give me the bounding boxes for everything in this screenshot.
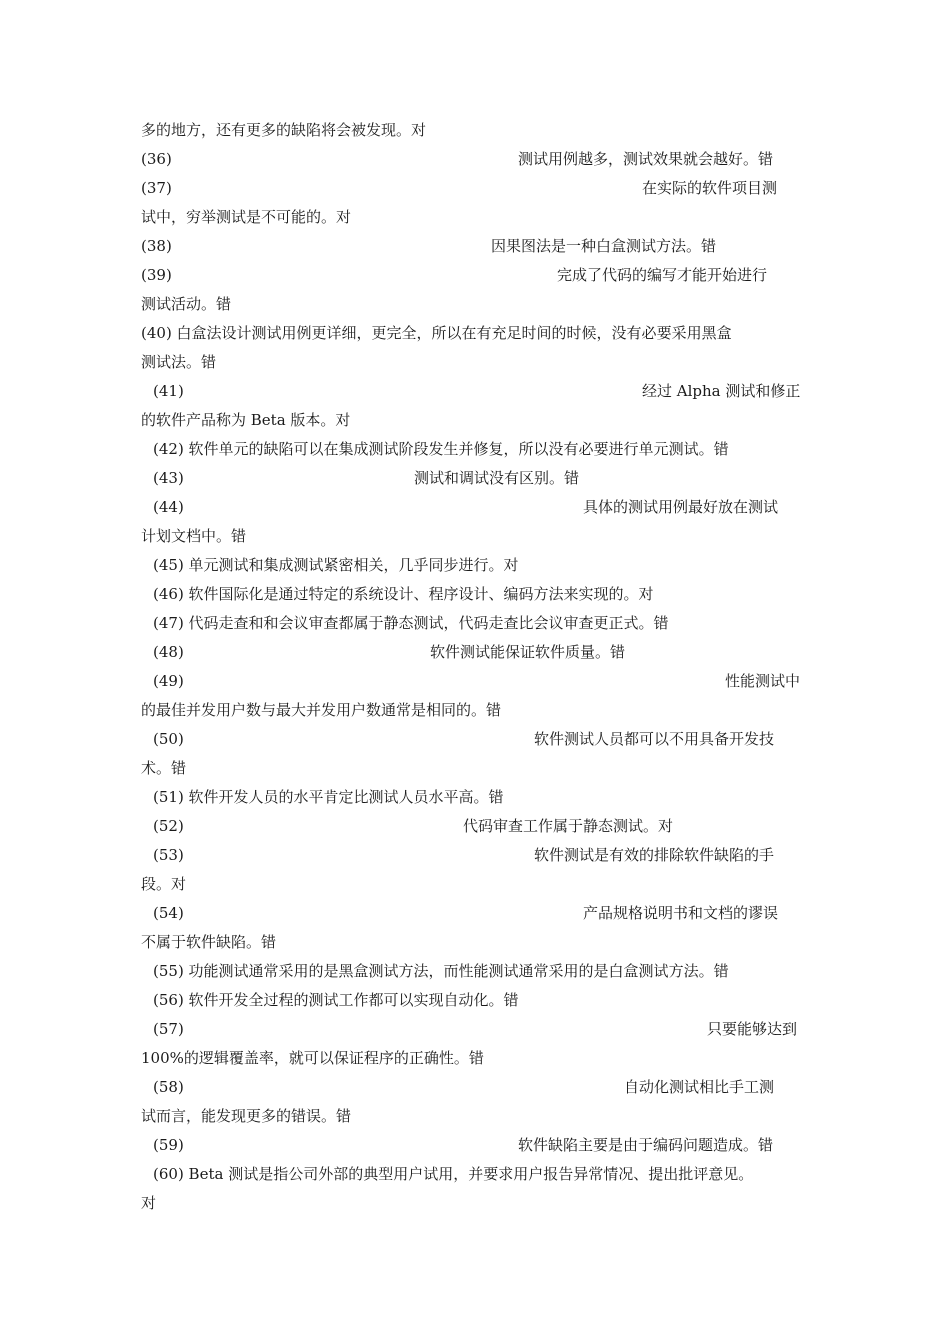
text-line: 多的地方，还有更多的缺陷将会被发现。对 <box>141 121 427 139</box>
text-line: 100%的逻辑覆盖率，就可以保证程序的正确性。错 <box>141 1049 484 1067</box>
item-text: (56) 软件开发全过程的测试工作都可以实现自动化。错 <box>153 991 519 1009</box>
item-number: (54) <box>153 904 184 922</box>
item-text: 软件测试能保证软件质量。错 <box>430 643 626 661</box>
item-number: (36) <box>141 150 172 168</box>
item-number: (57) <box>153 1020 184 1038</box>
item-text: (46) 软件国际化是通过特定的系统设计、程序设计、编码方法来实现的。对 <box>153 585 654 603</box>
text-line: 试中，穷举测试是不可能的。对 <box>141 208 352 226</box>
text-line: 试而言，能发现更多的错误。错 <box>141 1107 352 1125</box>
item-number: (50) <box>153 730 184 748</box>
item-text: 产品规格说明书和文档的谬误 <box>583 904 779 922</box>
text-line: 对 <box>141 1194 157 1212</box>
item-text: 在实际的软件项目测 <box>642 179 778 197</box>
item-number: (49) <box>153 672 184 690</box>
item-number: (48) <box>153 643 184 661</box>
item-text: (55) 功能测试通常采用的是黑盒测试方法，而性能测试通常采用的是白盒测试方法。错 <box>153 962 729 980</box>
item-number: (53) <box>153 846 184 864</box>
item-number: (44) <box>153 498 184 516</box>
text-line: 的最佳并发用户数与最大并发用户数通常是相同的。错 <box>141 701 502 719</box>
item-number: (58) <box>153 1078 184 1096</box>
item-text: 软件测试是有效的排除软件缺陷的手 <box>534 846 775 864</box>
item-text: 软件测试人员都可以不用具备开发技 <box>534 730 775 748</box>
item-text: 测试用例越多，测试效果就会越好。错 <box>518 150 774 168</box>
item-text: 性能测试中 <box>725 672 801 690</box>
item-number: (41) <box>153 382 184 400</box>
item-text: 测试和调试没有区别。错 <box>414 469 580 487</box>
item-text: 代码审查工作属于静态测试。对 <box>463 817 674 835</box>
text-line: 术。错 <box>141 759 187 777</box>
item-text: 经过 Alpha 测试和修正 <box>642 382 801 400</box>
text-line: 段。对 <box>141 875 187 893</box>
item-text: 具体的测试用例最好放在测试 <box>583 498 779 516</box>
item-text: (47) 代码走查和和会议审查都属于静态测试，代码走查比会议审查更正式。错 <box>153 614 669 632</box>
text-line: 的软件产品称为 Beta 版本。对 <box>141 411 351 429</box>
item-number: (38) <box>141 237 172 255</box>
item-number: (43) <box>153 469 184 487</box>
item-text: 因果图法是一种白盒测试方法。错 <box>491 237 717 255</box>
item-number: (37) <box>141 179 172 197</box>
item-text: 自动化测试相比手工测 <box>624 1078 775 1096</box>
item-number: (52) <box>153 817 184 835</box>
item-text: (40) 白盒法设计测试用例更详细，更完全，所以在有充足时间的时候，没有必要采用黑盒 <box>141 324 732 342</box>
text-line: 不属于软件缺陷。错 <box>141 933 277 951</box>
item-text: 完成了代码的编写才能开始进行 <box>557 266 768 284</box>
item-text: (60) Beta 测试是指公司外部的典型用户试用，并要求用户报告异常情况、提出批评意见。 <box>153 1165 754 1183</box>
item-text: (42) 软件单元的缺陷可以在集成测试阶段发生并修复，所以没有必要进行单元测试。错 <box>153 440 729 458</box>
item-text: (45) 单元测试和集成测试紧密相关，几乎同步进行。对 <box>153 556 519 574</box>
text-line: 计划文档中。错 <box>141 527 247 545</box>
text-line: 测试法。错 <box>141 353 217 371</box>
text-line: 测试活动。错 <box>141 295 232 313</box>
item-text: 软件缺陷主要是由于编码问题造成。错 <box>518 1136 774 1154</box>
item-number: (39) <box>141 266 172 284</box>
item-text: 只要能够达到 <box>707 1020 798 1038</box>
item-number: (59) <box>153 1136 184 1154</box>
item-text: (51) 软件开发人员的水平肯定比测试人员水平高。错 <box>153 788 504 806</box>
